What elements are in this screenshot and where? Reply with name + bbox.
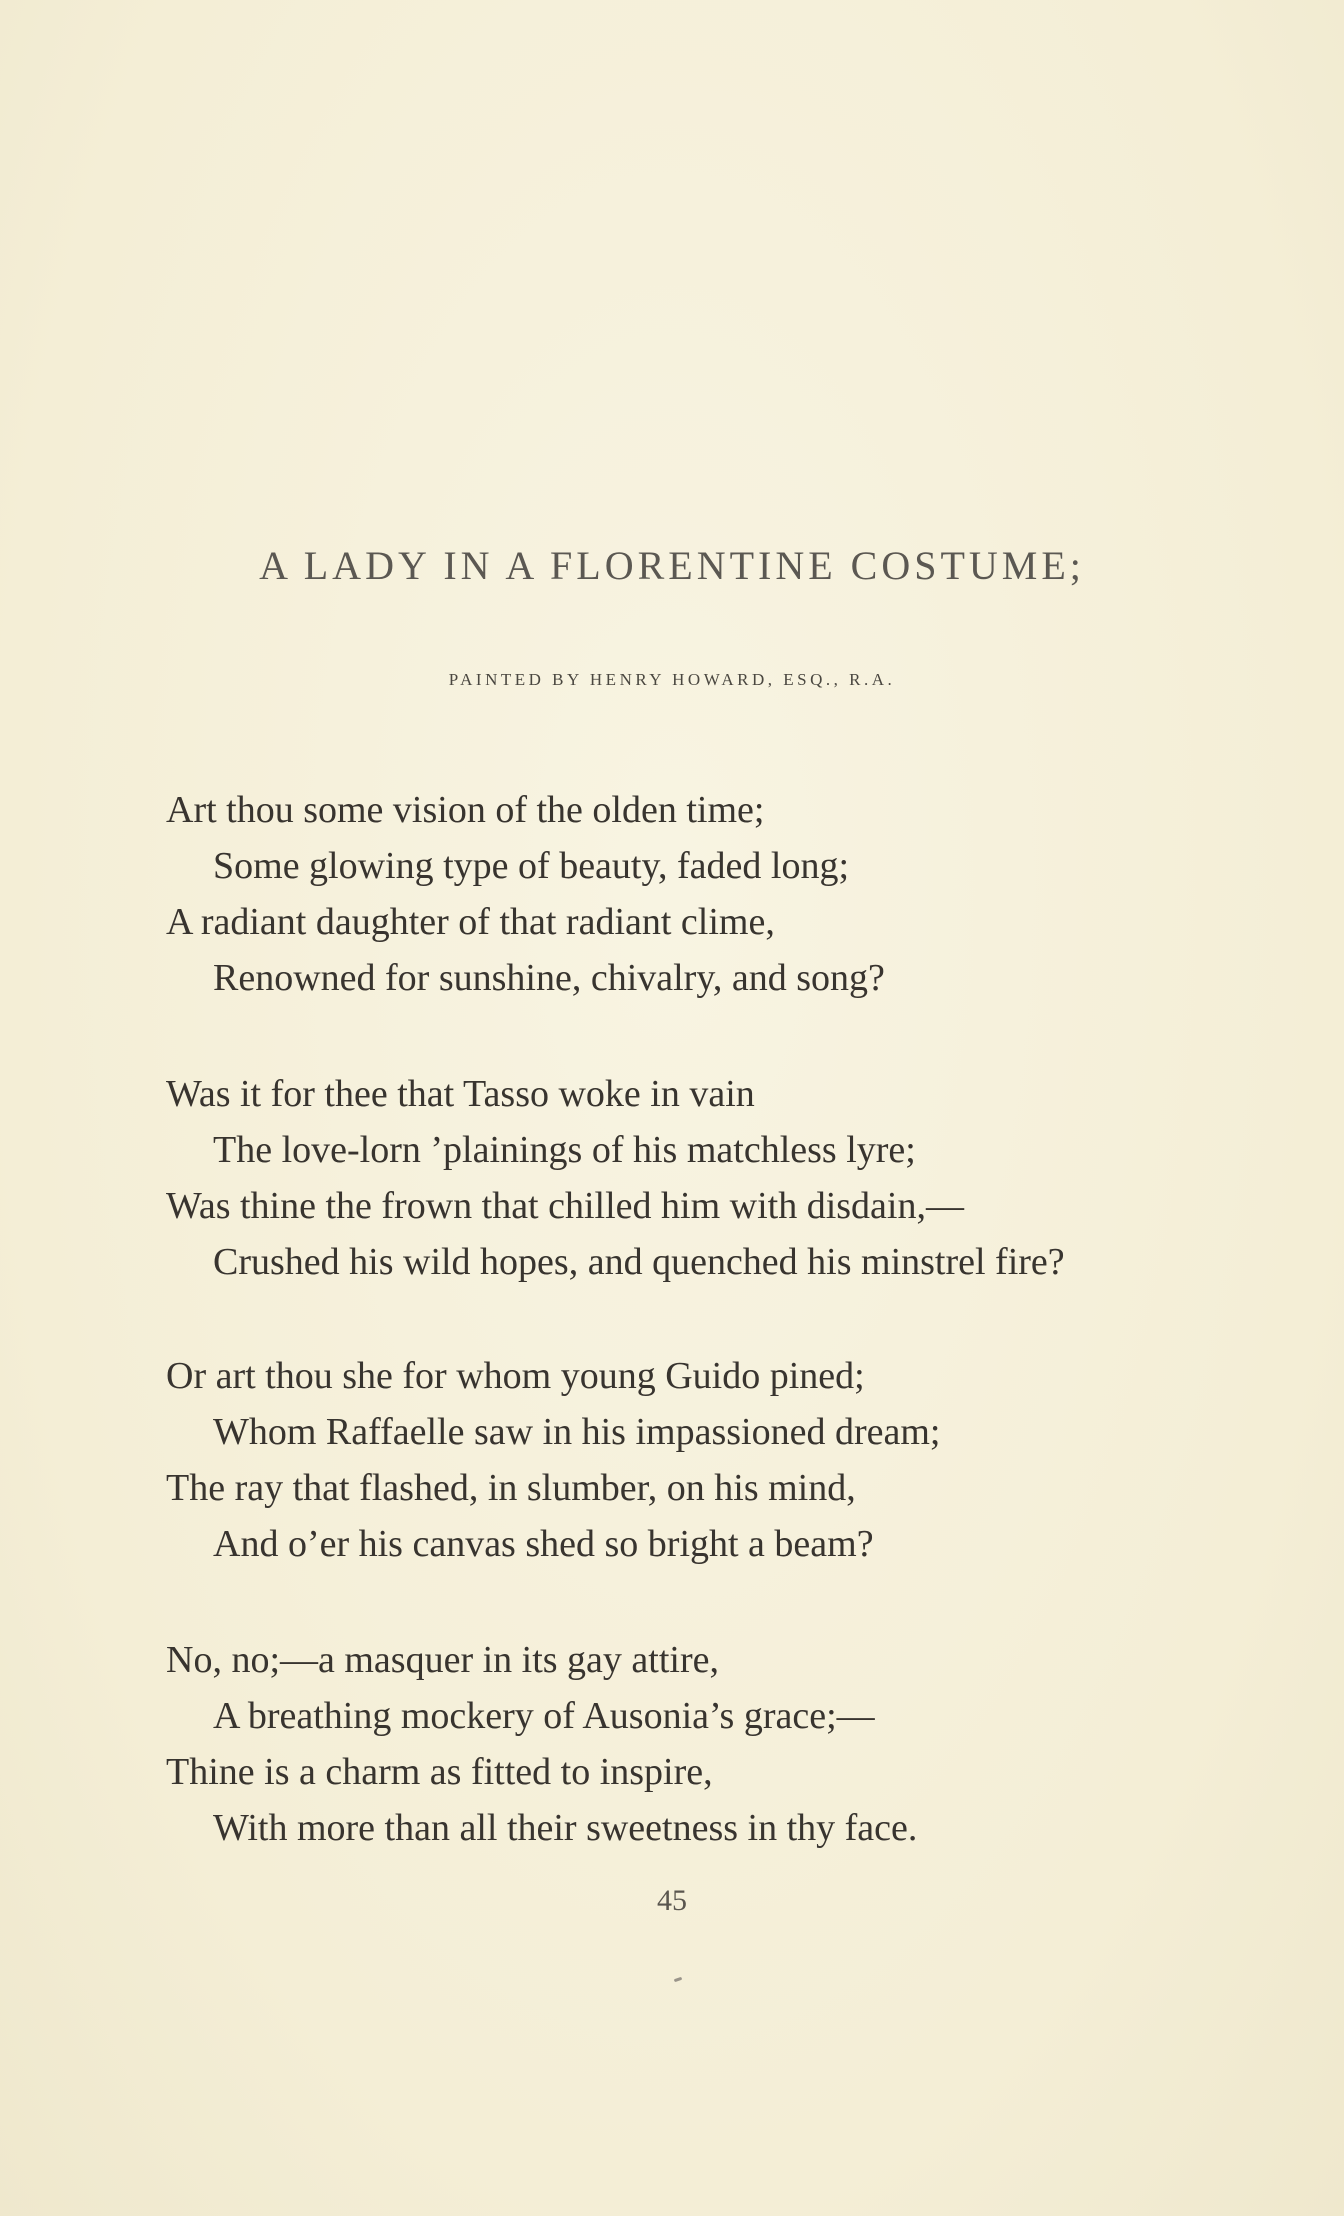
poem-line: No, no;—a masquer in its gay attire, — [166, 1639, 719, 1681]
poem-line: The love-lorn ’plainings of his matchless lyre; — [213, 1129, 916, 1171]
poem-line: A breathing mockery of Ausonia’s grace;— — [213, 1695, 875, 1737]
poem-title: A LADY IN A FLORENTINE COSTUME; — [259, 543, 1085, 588]
poem-line: And o’er his canvas shed so bright a beam? — [213, 1523, 874, 1565]
poem-line: Renowned for sunshine, chivalry, and song? — [213, 957, 885, 999]
page-number: 45 — [657, 1884, 687, 1917]
poem-line: Some glowing type of beauty, faded long; — [213, 845, 850, 887]
poem-line: Art thou some vision of the olden time; — [166, 789, 765, 831]
paper-speck — [674, 1977, 683, 1982]
poem-line: With more than all their sweetness in thy face. — [213, 1807, 918, 1849]
poem-line: A radiant daughter of that radiant clime, — [166, 901, 775, 943]
poem-line: Whom Raffaelle saw in his impassioned dream; — [213, 1411, 941, 1453]
poem-line: The ray that flashed, in slumber, on his mind, — [166, 1467, 856, 1509]
poem-line: Or art thou she for whom young Guido pined; — [166, 1355, 865, 1397]
poem-line: Thine is a charm as fitted to inspire, — [166, 1751, 713, 1793]
poem-line: Crushed his wild hopes, and quenched his minstrel fire? — [213, 1241, 1065, 1283]
poem-subtitle: PAINTED BY HENRY HOWARD, ESQ., R.A. — [448, 670, 896, 689]
poem-line: Was thine the frown that chilled him with disdain,— — [166, 1185, 964, 1227]
poem-line: Was it for thee that Tasso woke in vain — [166, 1073, 755, 1115]
